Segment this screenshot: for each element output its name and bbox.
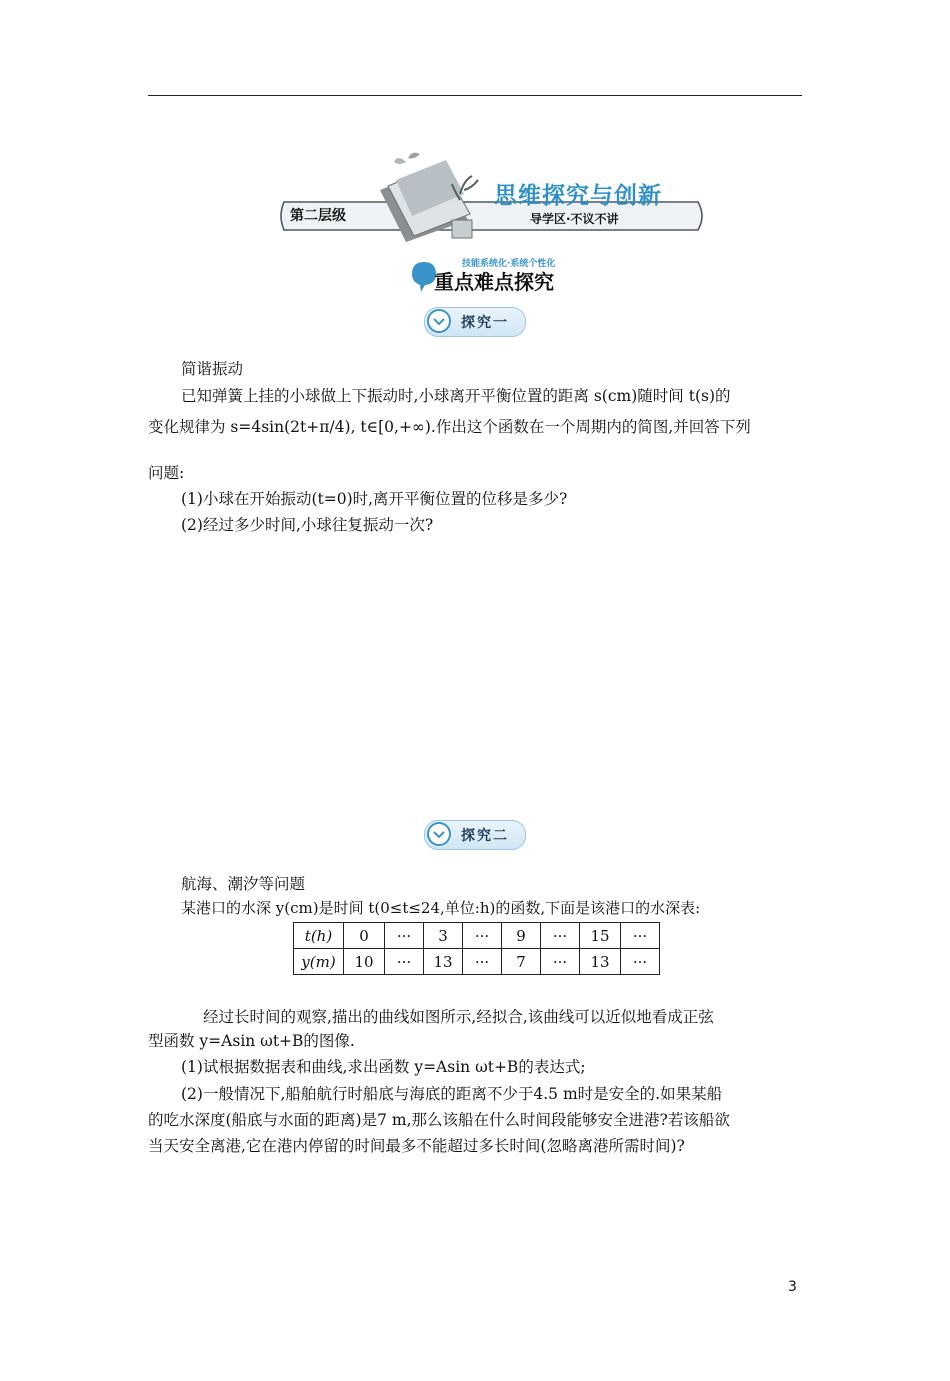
table-cell: 13: [424, 949, 463, 975]
page-number: 3: [788, 1279, 797, 1295]
explore2-q2-line2: 的吃水深度(船底与水面的距离)是7 m,那么该船在什么时间段能够安全进港?若该船欲: [148, 1111, 730, 1129]
section-title: 重点难点探究: [434, 270, 554, 294]
table-cell: ···: [541, 923, 580, 949]
table-cell: ···: [463, 923, 502, 949]
table-cell: 9: [502, 923, 541, 949]
explore2-topic: 航海、潮汐等问题: [181, 875, 306, 893]
table-cell: 10: [344, 949, 385, 975]
table-cell: 15: [580, 923, 621, 949]
table-cell: ···: [385, 949, 424, 975]
header-subtitle: 导学区·不议不讲: [530, 212, 619, 226]
table-row: [294, 923, 660, 949]
table-cell: 7: [502, 949, 541, 975]
explore1-badge: [424, 307, 526, 337]
table-cell: 13: [580, 949, 621, 975]
chevron-down-icon: [427, 309, 451, 333]
explore1-line2: 变化规律为 s=4sin(2t+π/4), t∈[0,+∞).作出这个函数在一个周期内的简图,并回答下列: [148, 418, 751, 436]
explore2-q2-line3: 当天安全离港,它在港内停留的时间最多不能超过多长时间(忽略离港所需时间)?: [148, 1137, 685, 1155]
explore1-q1: (1)小球在开始振动(t=0)时,离开平衡位置的位移是多少?: [181, 490, 568, 508]
chevron-down-icon: [427, 822, 451, 846]
explore1-q2: (2)经过多少时间,小球往复振动一次?: [181, 516, 434, 534]
explore2-badge: [424, 820, 526, 850]
explore2-q1: (1)试根据数据表和曲线,求出函数 y=Asin ωt+B的表达式;: [181, 1058, 586, 1076]
explore2-q2-line1: (2)一般情况下,船舶航行时船底与海底的距离不少于4.5 m时是安全的.如果某船: [181, 1085, 723, 1103]
explore2-para1-line2: 型函数 y=Asin ωt+B的图像.: [148, 1032, 355, 1050]
book-icon: [368, 150, 486, 242]
table-cell: ···: [541, 949, 580, 975]
explore1-line1: 已知弹簧上挂的小球做上下振动时,小球离开平衡位置的距离 s(cm)随时间 t(s)的: [181, 387, 731, 405]
explore1-topic: 简谐振动: [181, 360, 244, 378]
water-depth-table: [293, 922, 660, 975]
table-cell: 3: [424, 923, 463, 949]
table-cell: ···: [621, 949, 660, 975]
explore2-badge-label: 探究二: [461, 828, 509, 844]
book-illustration: [368, 150, 486, 242]
explore1-badge-label: 探究一: [461, 315, 509, 331]
header-title: 思维探究与创新: [494, 183, 662, 209]
explore2-intro: 某港口的水深 y(cm)是时间 t(0≤t≤24,单位:h)的函数,下面是该港口的水深表:: [181, 899, 701, 917]
explore2-para1-line1: 经过长时间的观察,描出的曲线如图所示,经拟合,该曲线可以近似地看成正弦: [203, 1008, 714, 1026]
table-row: [294, 949, 660, 975]
header-rule: [148, 95, 802, 96]
table-cell: ···: [463, 949, 502, 975]
table-cell: t(h): [294, 923, 344, 949]
level-label: 第二层级: [290, 208, 346, 224]
table-cell: y(m): [294, 949, 344, 975]
table-cell: ···: [621, 923, 660, 949]
section-small-label: 技能系统化·系统个性化: [462, 259, 556, 269]
table-cell: ···: [385, 923, 424, 949]
explore1-line3: 问题:: [148, 464, 185, 482]
table-cell: 0: [344, 923, 385, 949]
